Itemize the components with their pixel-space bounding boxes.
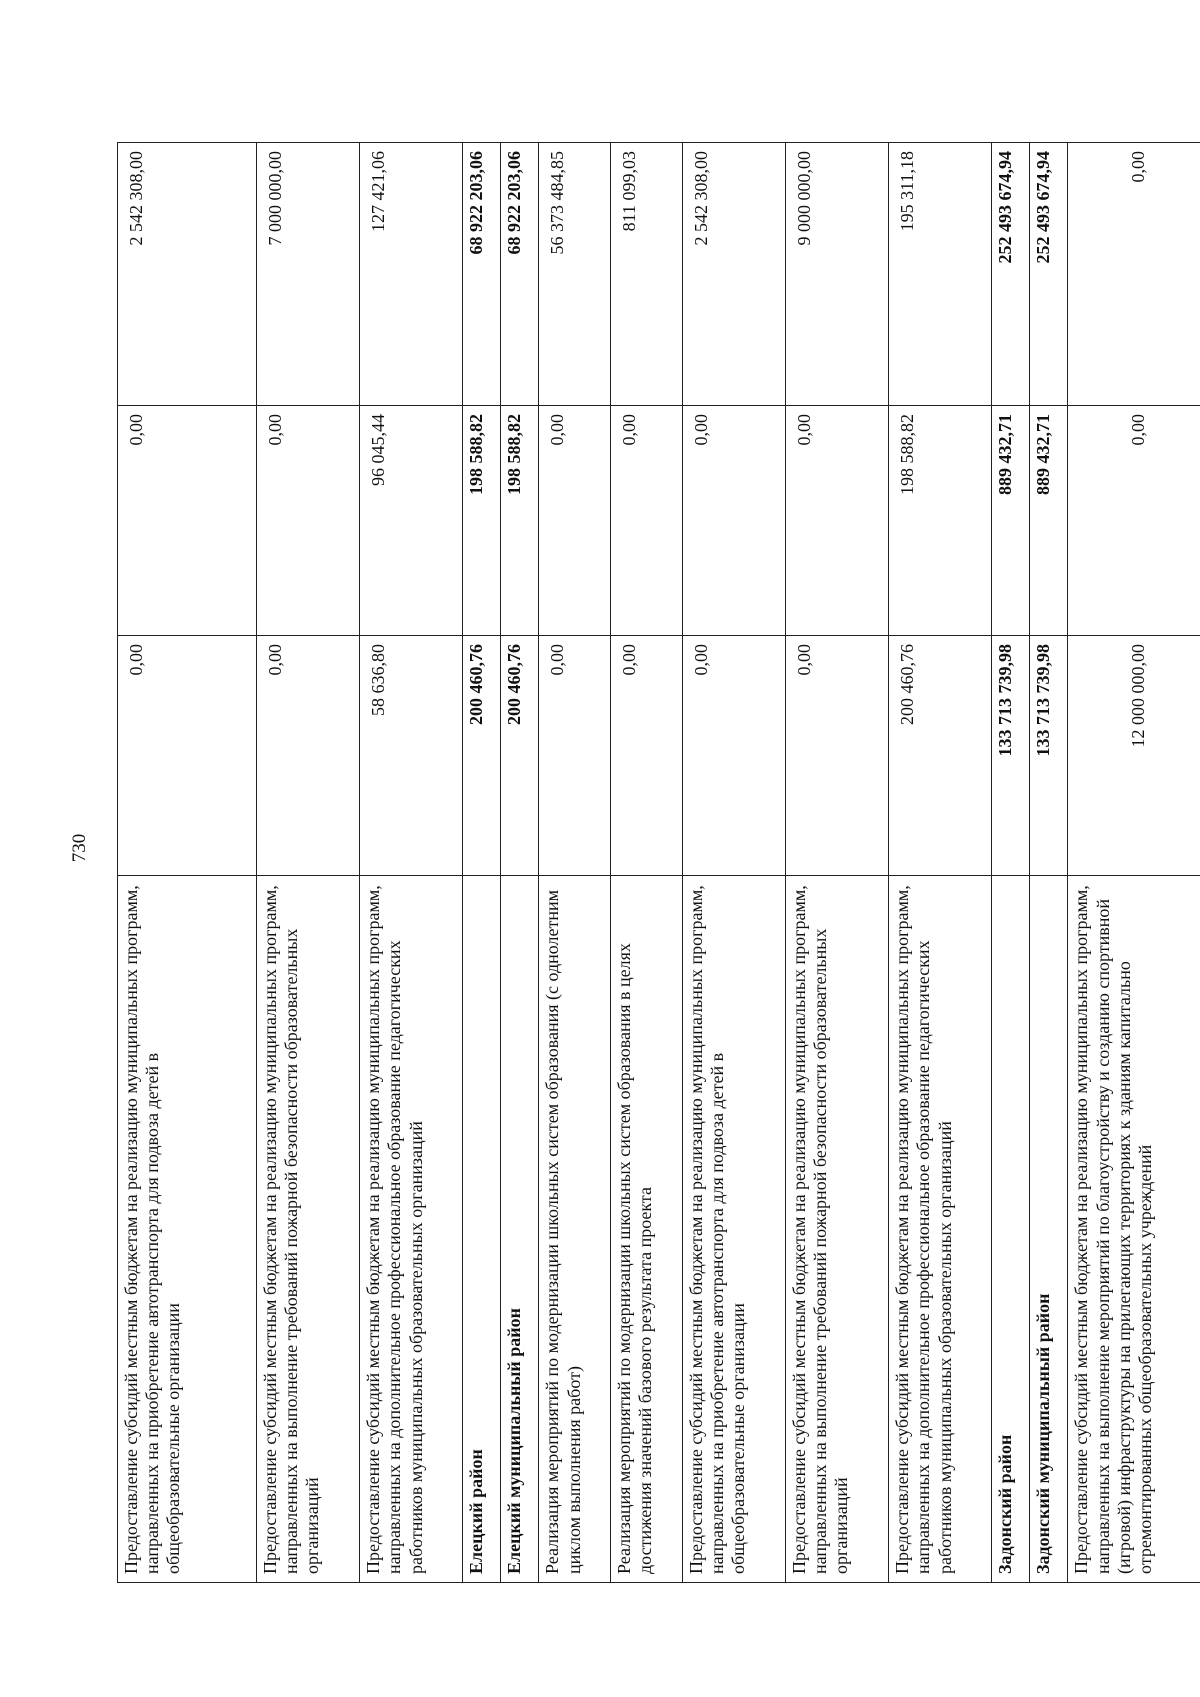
row-value-2: 889 432,71 bbox=[1030, 406, 1068, 636]
table-row bbox=[786, 143, 889, 1583]
row-value-2: 0,00 bbox=[118, 406, 257, 636]
row-value-3: 811 099,03 bbox=[611, 143, 683, 406]
row-value-3: 195 311,18 bbox=[889, 143, 992, 406]
row-value-2: 0,00 bbox=[256, 406, 359, 636]
row-description: Реализация мероприятий по модернизации школьных систем образования в целях достижения значений базового результата проекта bbox=[611, 876, 683, 1583]
row-value-2: 0,00 bbox=[1068, 406, 1200, 636]
row-value-1: 0,00 bbox=[118, 636, 257, 876]
table-row bbox=[360, 143, 463, 1583]
row-value-1: 0,00 bbox=[611, 636, 683, 876]
row-description: Задонский район bbox=[992, 876, 1030, 1583]
row-value-1: 133 713 739,98 bbox=[1030, 636, 1068, 876]
row-description: Предоставление субсидий местным бюджетам на реализацию муниципальных программ, направленных на выполнение требований пожарной безопасности образовательных организаций bbox=[786, 876, 889, 1583]
row-value-3: 252 493 674,94 bbox=[992, 143, 1030, 406]
row-value-2: 96 045,44 bbox=[360, 406, 463, 636]
row-value-2: 198 588,82 bbox=[463, 406, 501, 636]
budget-table bbox=[117, 142, 1200, 1583]
row-value-2: 889 432,71 bbox=[992, 406, 1030, 636]
row-value-1: 200 460,76 bbox=[501, 636, 539, 876]
table-row bbox=[682, 143, 785, 1583]
row-value-2: 0,00 bbox=[611, 406, 683, 636]
table-row-total bbox=[501, 143, 539, 1583]
row-value-1: 0,00 bbox=[256, 636, 359, 876]
row-value-1: 200 460,76 bbox=[889, 636, 992, 876]
row-value-2: 0,00 bbox=[786, 406, 889, 636]
table-body bbox=[118, 143, 1200, 1583]
row-description: Предоставление субсидий местным бюджетам на реализацию муниципальных программ, направленных на приобретение автотранспорта для подвоза детей в общеобразовательные организации bbox=[118, 876, 257, 1583]
row-value-3: 0,00 bbox=[1068, 143, 1200, 406]
row-value-1: 58 636,80 bbox=[360, 636, 463, 876]
row-description: Предоставление субсидий местным бюджетам на реализацию муниципальных программ, направленных на дополнительное профессиональное образование педагогических работников муниципальных образовательных организаций bbox=[360, 876, 463, 1583]
row-description: Предоставление субсидий местным бюджетам на реализацию муниципальных программ, направленных на дополнительное профессиональное образование педагогических работников муниципальных образовательных организаций bbox=[889, 876, 992, 1583]
row-value-3: 127 421,06 bbox=[360, 143, 463, 406]
row-value-3: 68 922 203,06 bbox=[501, 143, 539, 406]
table-row bbox=[256, 143, 359, 1583]
rotated-table-container bbox=[117, 143, 1200, 1583]
row-description: Елецкий муниципальный район bbox=[501, 876, 539, 1583]
row-description: Задонский муниципальный район bbox=[1030, 876, 1068, 1583]
row-description: Реализация мероприятий по модернизации школьных систем образования (с однолетним циклом выполнения работ) bbox=[539, 876, 611, 1583]
row-value-3: 68 922 203,06 bbox=[463, 143, 501, 406]
row-value-1: 12 000 000,00 bbox=[1068, 636, 1200, 876]
row-description: Елецкий район bbox=[463, 876, 501, 1583]
table-row bbox=[611, 143, 683, 1583]
row-value-2: 198 588,82 bbox=[501, 406, 539, 636]
row-description: Предоставление субсидий местным бюджетам на реализацию муниципальных программ, направленных на выполнение мероприятий по благоустройству и созданию спортивной (игровой) инфраструктуры на прилегающих территориях к зданиям капитально отремонтированных общеобразовательных учреждений bbox=[1068, 876, 1200, 1583]
table-row-total bbox=[992, 143, 1030, 1583]
row-description: Предоставление субсидий местным бюджетам на реализацию муниципальных программ, направленных на приобретение автотранспорта для подвоза детей в общеобразовательные организации bbox=[682, 876, 785, 1583]
page-number: 730 bbox=[69, 833, 90, 863]
row-value-2: 0,00 bbox=[682, 406, 785, 636]
row-value-3: 2 542 308,00 bbox=[682, 143, 785, 406]
row-value-1: 0,00 bbox=[786, 636, 889, 876]
table-row bbox=[118, 143, 257, 1583]
row-value-3: 9 000 000,00 bbox=[786, 143, 889, 406]
table-row-total bbox=[1030, 143, 1068, 1583]
table-row-total bbox=[463, 143, 501, 1583]
row-value-3: 2 542 308,00 bbox=[118, 143, 257, 406]
row-value-1: 0,00 bbox=[539, 636, 611, 876]
row-value-2: 198 588,82 bbox=[889, 406, 992, 636]
row-value-3: 252 493 674,94 bbox=[1030, 143, 1068, 406]
row-value-1: 0,00 bbox=[682, 636, 785, 876]
row-description: Предоставление субсидий местным бюджетам на реализацию муниципальных программ, направленных на выполнение требований пожарной безопасности образовательных организаций bbox=[256, 876, 359, 1583]
table-row bbox=[539, 143, 611, 1583]
table-row bbox=[889, 143, 992, 1583]
row-value-2: 0,00 bbox=[539, 406, 611, 636]
row-value-1: 200 460,76 bbox=[463, 636, 501, 876]
row-value-3: 56 373 484,85 bbox=[539, 143, 611, 406]
row-value-1: 133 713 739,98 bbox=[992, 636, 1030, 876]
row-value-3: 7 000 000,00 bbox=[256, 143, 359, 406]
table-row bbox=[1068, 143, 1200, 1583]
